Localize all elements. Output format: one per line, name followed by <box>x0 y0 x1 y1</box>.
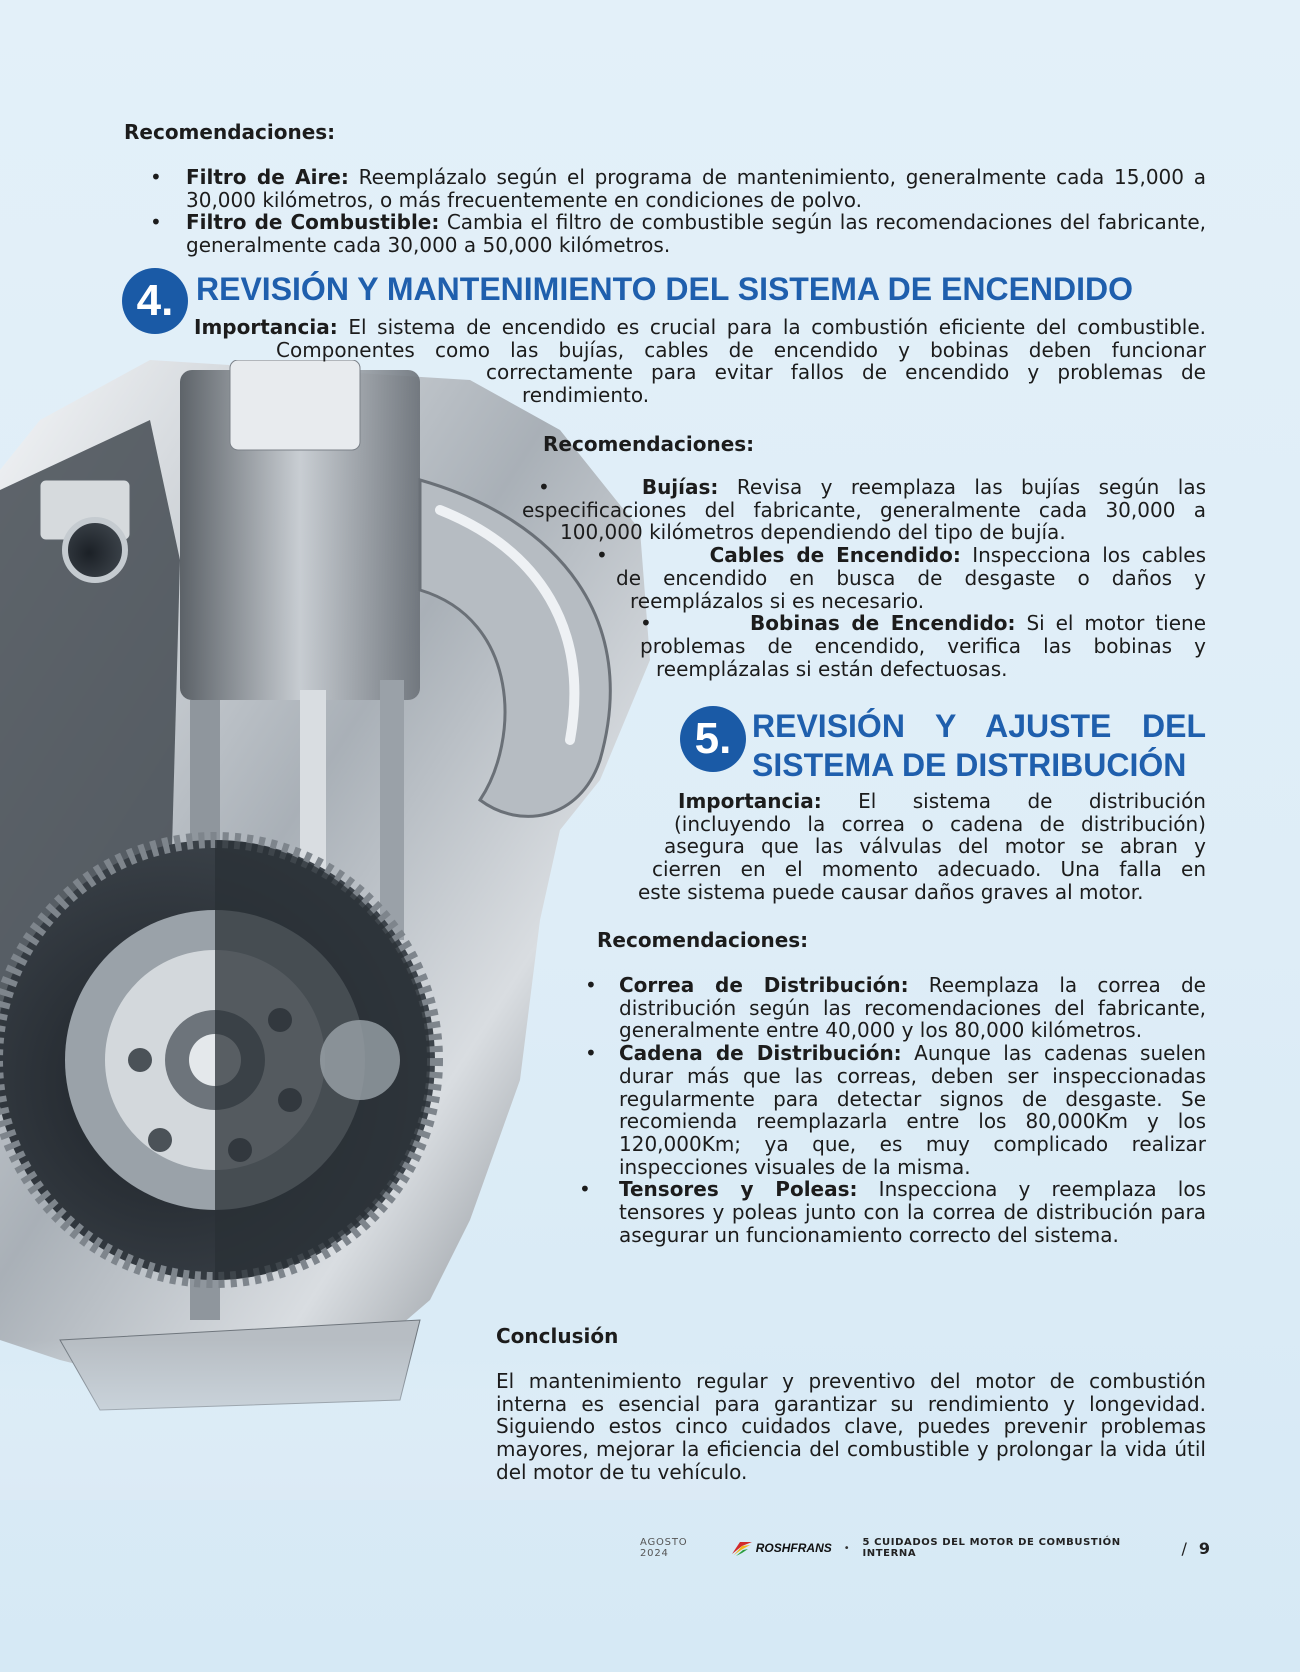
conclusion-text: El mantenimiento regular y preventivo del motor de combustión interna es esencial para garantizar su rendimiento y longevidad. Siguiendo estos cinco cuidados clave, puedes prevenir problemas mayores, mejorar la eficiencia del combustible y prolongar la vida útil del motor de tu vehículo. <box>496 1369 1206 1484</box>
brand-name: ROSHFRANS <box>755 1541 832 1555</box>
item-text: Inspecciona y reemplaza los tensores y poleas junto con la correa de distribución para asegurar un funcionamiento correcto del sistema. <box>619 1177 1207 1247</box>
item-label: Filtro de Combustible: <box>186 210 440 235</box>
item-text: Cambia el filtro de combustible según las recomendaciones del fabricante, generalmente cada 30,000 a 50,000 kilómetros. <box>186 210 1206 258</box>
section-5-recs-list <box>579 973 1207 1247</box>
bullet-icon: • <box>150 210 162 235</box>
bullet-icon: • <box>596 543 608 568</box>
list-item <box>585 973 1206 1043</box>
footer-separator: • <box>843 1542 851 1554</box>
item-text: Revisa y reemplaza las bujías según las <box>718 475 1206 499</box>
item-text: Reemplaza la correa de distribución según las recomendaciones del fabricante, generalmente entre 40,000 y los 80,000 kilómetros. <box>619 973 1206 1043</box>
list-item <box>150 165 1206 212</box>
list-item <box>585 1041 1206 1179</box>
section-4-title: REVISIÓN Y MANTENIMIENTO DEL SISTEMA DE ENCENDIDO <box>196 271 1134 307</box>
list-item <box>522 612 1206 680</box>
item-text: 100,000 kilómetros dependiendo del tipo de bujía. <box>560 520 1066 545</box>
item-text: especificaciones del fabricante, generalmente cada 30,000 a <box>522 497 1206 522</box>
importance-line: rendimiento. <box>522 383 650 408</box>
item-text: Reemplázalo según el programa de mantenimiento, generalmente cada 15,000 a 30,000 kilómetros, o más frecuentemente en condiciones de polvo. <box>186 165 1206 212</box>
item-text: Si el motor tiene <box>1015 611 1207 636</box>
section-number: 5. <box>694 714 732 763</box>
importance-line: asegura que las válvulas del motor se abran y <box>664 834 1206 859</box>
footer-title: 5 CUIDADOS DEL MOTOR DE COMBUSTIÓN INTERNA <box>862 1537 1121 1559</box>
item-label: Correa de Distribución: <box>619 973 909 997</box>
item-label: Cables de Encendido: <box>709 543 961 568</box>
section-5-badge <box>680 706 746 772</box>
item-label: Tensores y Poleas: <box>619 1177 858 1202</box>
footer-slash: / <box>1181 1538 1187 1558</box>
list-item <box>579 1177 1207 1247</box>
importance-line: (incluyendo la correa o cadena de distribución) <box>674 811 1206 836</box>
list-item <box>522 544 1206 612</box>
list-item <box>150 210 1206 258</box>
section-5-title-line1: REVISIÓN Y AJUSTE DEL <box>752 708 1206 744</box>
item-text: problemas de encendido, verifica las bobinas y <box>640 633 1206 658</box>
item-text: Inspecciona los cables <box>960 543 1206 568</box>
item-text: reemplázalas si están defectuosas. <box>656 656 1008 681</box>
importance-label: Importancia: <box>678 789 822 813</box>
importance-line: Componentes como las bujías, cables de encendido y bobinas deben funcionar <box>276 337 1206 362</box>
brand-logo <box>730 1540 832 1556</box>
item-label: Bujías: <box>641 475 719 499</box>
bullet-icon: • <box>585 1041 597 1066</box>
section-4-recs-heading: Recomendaciones: <box>543 432 755 456</box>
importance-line: El sistema de distribución <box>821 789 1206 813</box>
bullet-icon: • <box>579 1177 591 1202</box>
item-text: Aunque las cadenas suelen durar más que las correas, deben ser inspeccionadas regularmente para detectar signos de desgaste. Se recomienda reemplazarla entre los 80,000Km y los 120,000Km; ya que, es muy complicado realizar inspecciones visuales de la misma. <box>619 1041 1206 1179</box>
intro-recs-heading: Recomendaciones: <box>124 120 336 144</box>
page-number: 9 <box>1198 1538 1210 1558</box>
item-text: reemplázalos si es necesario. <box>630 588 925 613</box>
brand-swoosh-icon <box>730 1540 754 1556</box>
conclusion-heading: Conclusión <box>496 1324 619 1348</box>
importance-line: El sistema de encendido es crucial para la combustión eficiente del combustible. <box>337 315 1206 339</box>
section-5-importance <box>638 790 1206 904</box>
importance-line: este sistema puede causar daños graves al motor. <box>638 879 1144 904</box>
importance-line: cierren en el momento adecuado. Una falla en <box>652 857 1206 882</box>
section-4-badge <box>122 268 188 334</box>
intro-recs-list <box>150 165 1206 258</box>
bullet-icon: • <box>150 165 162 189</box>
importance-label: Importancia: <box>194 315 338 339</box>
importance-line: correctamente para evitar fallos de encendido y problemas de <box>486 360 1206 385</box>
bullet-icon: • <box>640 611 652 636</box>
section-5-recs-heading: Recomendaciones: <box>597 928 809 952</box>
item-label: Bobinas de Encendido: <box>750 611 1016 636</box>
section-number: 4. <box>136 276 174 325</box>
list-item <box>522 476 1206 544</box>
item-label: Filtro de Aire: <box>186 165 349 189</box>
item-label: Cadena de Distribución: <box>619 1041 902 1066</box>
item-text: de encendido en busca de desgaste o daños y <box>616 565 1206 590</box>
section-4-recs-list <box>522 476 1206 680</box>
footer-date: AGOSTO 2024 <box>640 1537 688 1559</box>
section-4-importance <box>194 316 1206 407</box>
section-5-title-line2: SISTEMA DE DISTRIBUCIÓN <box>752 747 1187 783</box>
bullet-icon: • <box>585 973 597 997</box>
bullet-icon: • <box>538 475 550 499</box>
page-footer <box>640 1537 1210 1559</box>
